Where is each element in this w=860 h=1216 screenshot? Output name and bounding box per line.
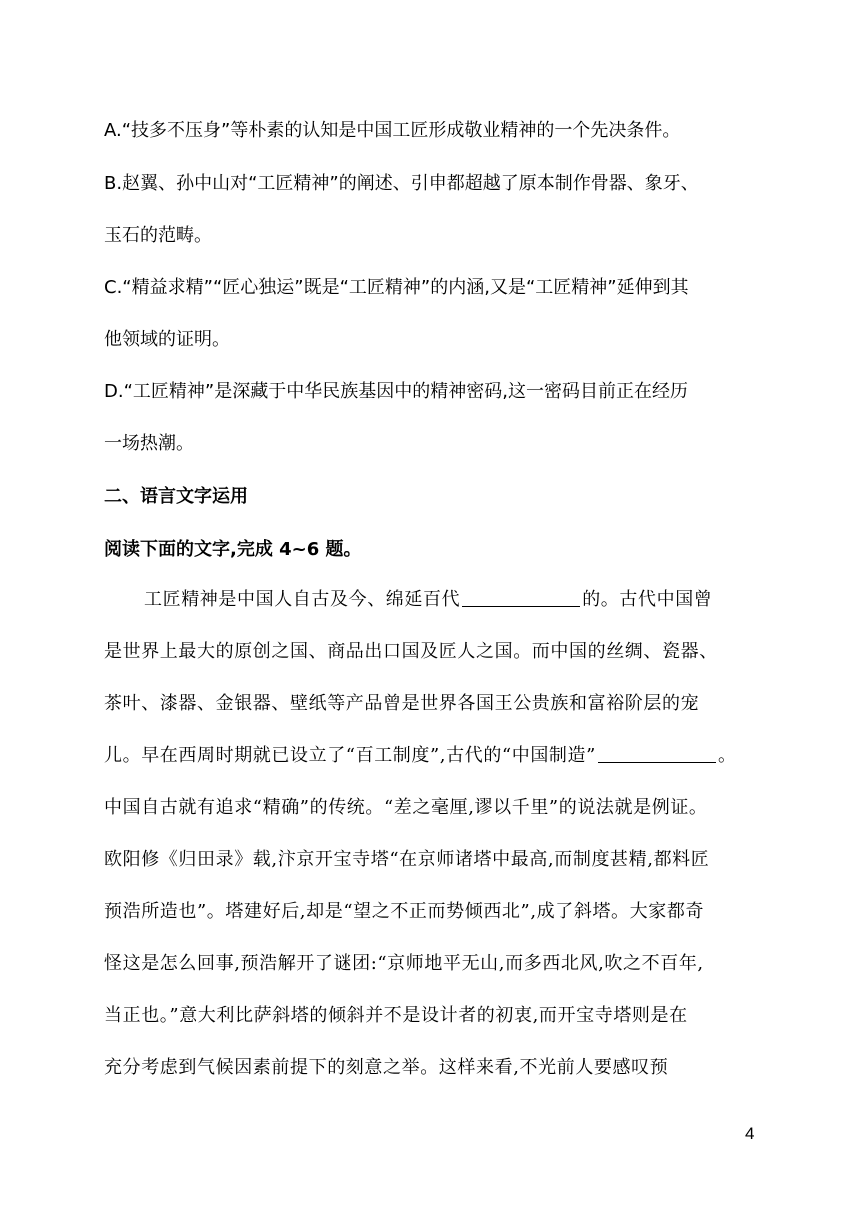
passage-line-9: 当正也。”意大利比萨斜塔的倾斜并不是设计者的初衷,而开宝寺塔则是在 bbox=[104, 1005, 688, 1026]
page-number: 4 bbox=[745, 1124, 755, 1143]
passage-line-1 bbox=[144, 588, 712, 612]
passage-line-1-end: 的。古代中国曾 bbox=[582, 589, 713, 610]
passage-line-10: 充分考虑到气候因素前提下的刻意之举。这样来看,不光前人要感叹预 bbox=[104, 1057, 669, 1078]
option-b-line-2: 玉石的范畴。 bbox=[104, 225, 212, 246]
passage-line-7: 预浩所造也”。塔建好后,却是“望之不正而势倾西北”,成了斜塔。大家都奇 bbox=[104, 901, 705, 922]
passage-line-6: 欧阳修《归田录》载,汴京开宝寺塔“在京师诸塔中最高,而制度甚精,都料匠 bbox=[104, 849, 710, 870]
passage-line-4-end: 。 bbox=[717, 745, 737, 766]
passage-line-5: 中国自古就有追求“精确”的传统。“差之毫厘,谬以千里”的说法就是例证。 bbox=[104, 797, 708, 818]
passage-line-1-start: 工匠精神是中国人自古及今、绵延百代 bbox=[144, 589, 461, 610]
option-d-line-1: D.“工匠精神”是深藏于中华民族基因中的精神密码,这一密码目前正在经历 bbox=[104, 381, 688, 402]
section-heading: 二、语言文字运用 bbox=[104, 486, 248, 507]
answer-blank-2 bbox=[598, 744, 716, 763]
option-b-line-1: B.赵翼、孙中山对“工匠精神”的阐述、引申都超越了原本制作骨器、象牙、 bbox=[104, 173, 699, 194]
section-instruction: 阅读下面的文字,完成 4~6 题。 bbox=[104, 539, 362, 560]
option-a: A.“技多不压身”等朴素的认知是中国工匠形成敬业精神的一个先决条件。 bbox=[104, 120, 681, 141]
option-c-line-2: 他领域的证明。 bbox=[104, 329, 230, 350]
passage-line-3: 茶叶、漆器、金银器、壁纸等产品曾是世界各国王公贵族和富裕阶层的宠 bbox=[104, 693, 700, 714]
answer-blank-1 bbox=[462, 588, 580, 607]
passage-line-8: 怪这是怎么回事,预浩解开了谜团:“京师地平无山,而多西北风,吹之不百年, bbox=[104, 953, 704, 974]
passage-line-2: 是世界上最大的原创之国、商品出口国及匠人之国。而中国的丝绸、瓷器、 bbox=[104, 641, 718, 662]
passage-line-4-start: 儿。早在西周时期就已设立了“百工制度”,古代的“中国制造” bbox=[104, 745, 596, 766]
option-d-line-2: 一场热潮。 bbox=[104, 433, 194, 454]
option-c-line-1: C.“精益求精”“匠心独运”既是“工匠精神”的内涵,又是“工匠精神”延伸到其 bbox=[104, 277, 689, 298]
passage-line-4 bbox=[104, 744, 737, 768]
